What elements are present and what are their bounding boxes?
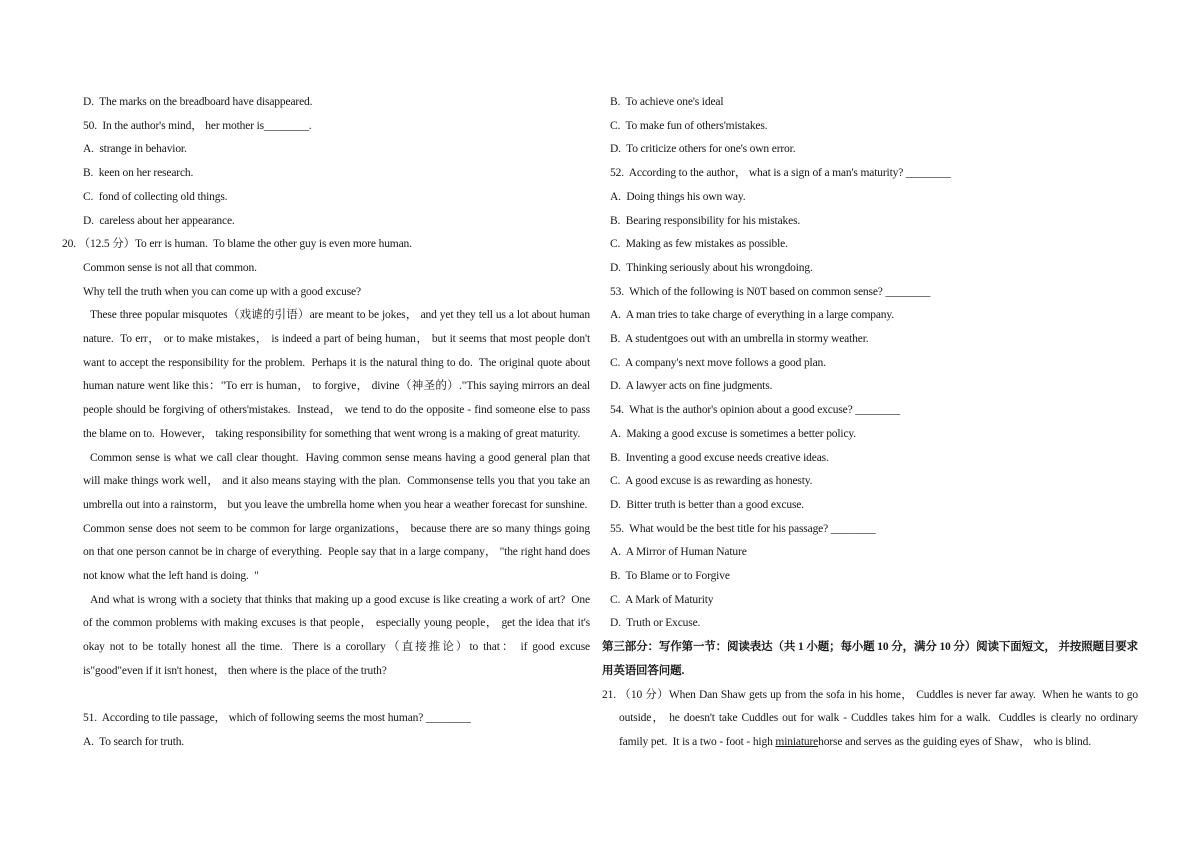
q55-stem: 55. What would be the best title for his passage? ________: [610, 522, 876, 535]
q54-option-a: A. Making a good excuse is sometimes a better policy.: [610, 427, 857, 440]
q52-option-c: C. Making as few mistakes as possible.: [610, 238, 788, 251]
q50-option-d: D. careless about her appearance.: [83, 214, 235, 227]
q54-option-c: C. A good excuse is as rewarding as honesty.: [610, 475, 813, 488]
q50-option-b: B. keen on her research.: [83, 167, 194, 180]
q55-option-b: B. To Blame or to Forgive: [610, 570, 730, 583]
item20-heading: 20. （12.5 分）To err is human. To blame the other guy is even more human.: [62, 238, 412, 251]
q53-option-c: C. A company's next move follows a good plan.: [610, 356, 826, 369]
passage-paragraph-3: And what is wrong with a society that thinks that making up a good excuse is like creating a work of art? One of the common problems with making excuses is that people， especially young people， get the idea that it's okay not to be totally honest all the time. There is a corollary（直接推论）to that： if good excuse is"good"even if it isn't honest， then where is the place of the truth?: [83, 593, 590, 677]
q53-stem: 53. Which of the following is N0T based on common sense? ________: [610, 285, 931, 298]
q50-option-c: C. fond of collecting old things.: [83, 190, 228, 203]
spacer: [62, 684, 590, 708]
q51-option-c: C. To make fun of others'mistakes.: [610, 119, 768, 132]
q54-option-d: D. Bitter truth is better than a good excuse.: [610, 498, 804, 511]
q52-option-d: D. Thinking seriously about his wrongdoing.: [610, 261, 813, 274]
q53-option-b: B. A studentgoes out with an umbrella in stormy weather.: [610, 333, 869, 346]
q50-option-a: A. strange in behavior.: [83, 143, 187, 156]
right-column: [602, 91, 1138, 755]
q53-option-a: A. A man tries to take charge of everything in a large company.: [610, 309, 894, 322]
passage-quote-line-2: Common sense is not all that common.: [83, 261, 257, 274]
q51-option-a: A. To search for truth.: [83, 735, 185, 748]
q52-option-a: A. Doing things his own way.: [610, 190, 746, 203]
q55-option-d: D. Truth or Excuse.: [610, 617, 701, 630]
item21-text-after: horse and serves as the guiding eyes of Shaw， who is blind.: [818, 735, 1091, 748]
left-column: [62, 91, 590, 755]
passage-quote-line-3: Why tell the truth when you can come up with a good excuse?: [83, 285, 361, 298]
passage-paragraph-1: These three popular misquotes（戏谑的引语）are meant to be jokes， and yet they tell us a lot about human nature. To err， or to make mistakes， is indeed a part of being human， but it seems that most people don't want to accept the responsibility for the problem. Perhaps it is the natural thing to do. The original quote about human nature went like this："To err is human， to forgive， divine（神圣的）."This saying mirrors an deal people should be forgiving of others'mistakes. Instead， we tend to do the opposite - find someone else to pass the blame on to. However， taking responsibility for something that went wrong is a making of great maturity.: [83, 309, 590, 440]
q55-option-a: A. A Mirror of Human Nature: [610, 546, 747, 559]
item21-underlined-word: miniature: [775, 735, 819, 748]
prev-question-option-d: D. The marks on the breadboard have disappeared.: [83, 96, 313, 108]
q51-option-b: B. To achieve one's ideal: [610, 96, 724, 108]
q52-stem: 52. According to the author， what is a sign of a man's maturity? ________: [610, 167, 951, 180]
q52-option-b: B. Bearing responsibility for his mistakes.: [610, 214, 801, 227]
q53-option-d: D. A lawyer acts on fine judgments.: [610, 380, 773, 393]
q51-stem: 51. According to tile passage， which of following seems the most human? ________: [83, 712, 471, 725]
q54-option-b: B. Inventing a good excuse needs creative ideas.: [610, 451, 829, 464]
item21-text-before: 21. （10 分）When Dan Shaw gets up from the sofa in his home， Cuddles is never far away. When he wants to go outside， he doesn't take Cuddles out for walk - Cuddles takes him for a walk. Cuddles is clearly no ordinary family pet. It is a two - foot - high: [602, 688, 1138, 748]
section-3-header: 第三部分：写作第一节：阅读表达（共 1 小题；每小题 10 分，满分 10 分）阅读下面短文， 并按照题目要求用英语回答问题.: [602, 641, 1138, 677]
item21-passage: [602, 684, 1138, 755]
q50-stem: 50. In the author's mind， her mother is________.: [83, 119, 312, 132]
passage-paragraph-2: Common sense is what we call clear thought. Having common sense means having a good general plan that will make things work well， and it also means staying with the plan. Commonsense tells you that you take an umbrella out into a rainstorm， but you leave the umbrella home when you hear a weather forecast for sunshine. Common sense does not seem to be common for large organizations， because there are so many things going on that one person cannot be in charge of everything. People say that in a large company， "the right hand does not know what the left hand is doing. ": [83, 451, 590, 583]
q54-stem: 54. What is the author's opinion about a good excuse? ________: [610, 404, 901, 417]
q51-option-d: D. To criticize others for one's own error.: [610, 143, 796, 156]
q55-option-c: C. A Mark of Maturity: [610, 593, 714, 606]
